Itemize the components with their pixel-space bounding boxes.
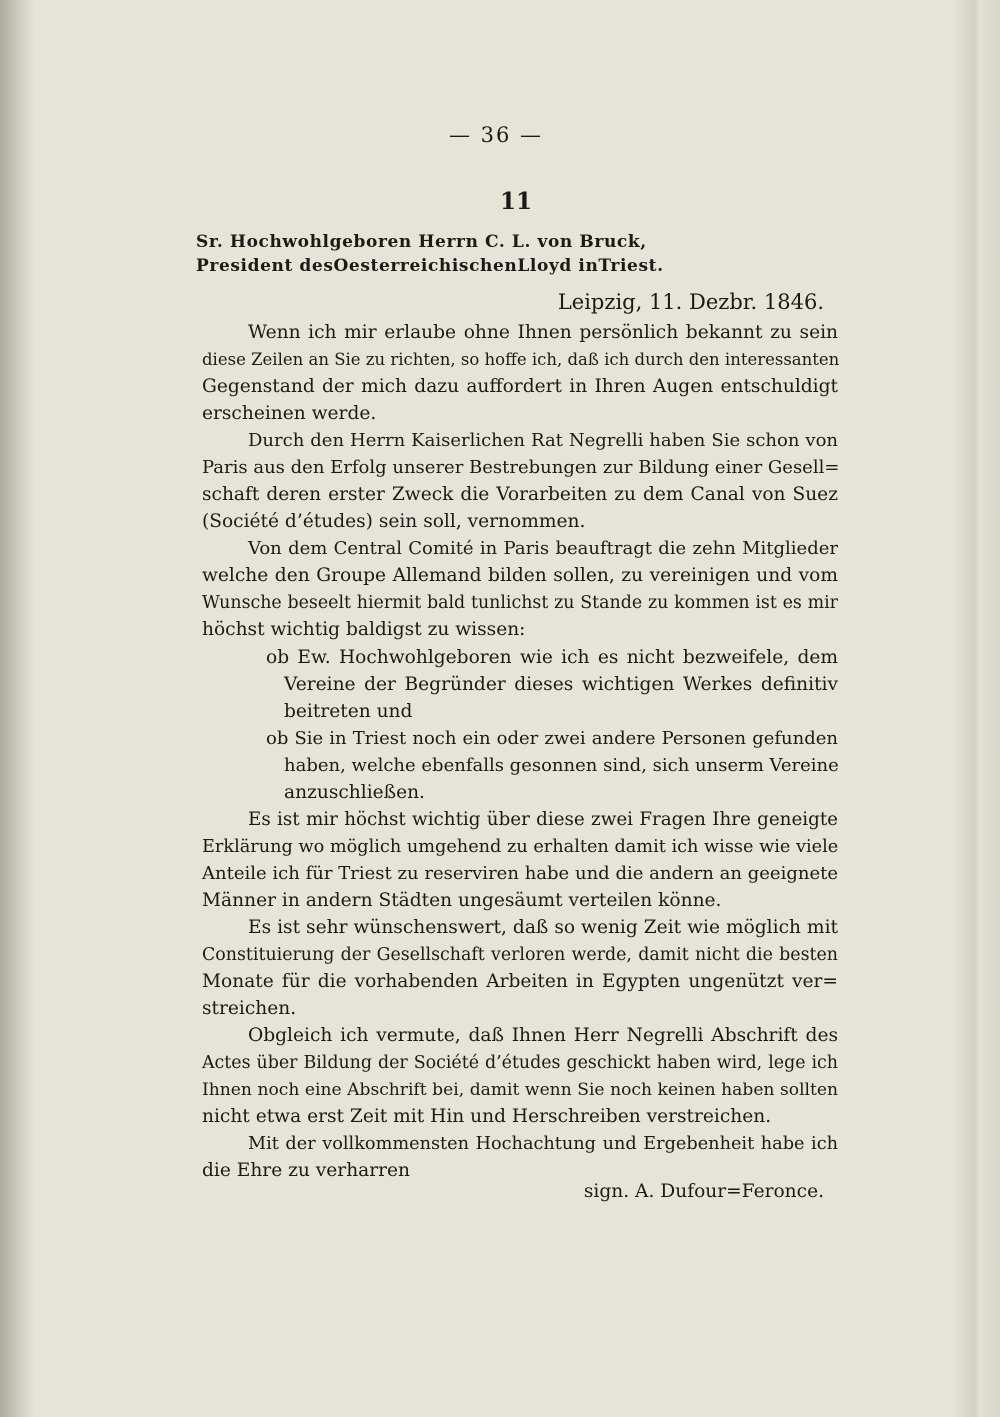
signature: sign. A. Dufour=Feronce. [583, 1181, 824, 1202]
body-line: Constituierung der Gesellschaft verloren werde, damit nicht die besten [202, 945, 838, 965]
dateline: Leipzig, 11. Dezbr. 1846. [557, 290, 824, 314]
body-line: erscheinen werde. [202, 403, 377, 424]
body-line: welche den Groupe Allemand bilden sollen, zu vereinigen und vom [202, 565, 838, 586]
body-line: (Société d’études) sein soll, vernommen. [202, 511, 586, 532]
body-line: beitreten und [284, 701, 413, 722]
body-line: Es ist sehr wünschenswert, daß so wenig Zeit wie möglich mit [248, 917, 838, 938]
document-page [196, 0, 846, 1417]
body-line: Monate für die vorhabenden Arbeiten in Egypten ungenützt ver= [202, 971, 838, 992]
body-line: streichen. [202, 998, 297, 1019]
body-line: Gegenstand der mich dazu auffordert in Ihren Augen entschuldigt [202, 376, 838, 397]
body-line: Durch den Herrn Kaiserlichen Rat Negrelli haben Sie schon von [248, 430, 838, 451]
body-line: Es ist mir höchst wichtig über diese zwei Fragen Ihre geneigte [248, 809, 838, 830]
address-line-1: Sr. Hochwohlgeboren Herrn C. L. von Bruck, [196, 232, 647, 252]
body-line: höchst wichtig baldigst zu wissen: [202, 619, 526, 640]
address-line-2: President desOesterreichischenLloyd inTriest. [196, 256, 664, 276]
letter-number: 11 [499, 188, 532, 215]
body-line: diese Zeilen an Sie zu richten, so hoffe ich, daß ich durch den interessanten [202, 350, 840, 369]
body-line: haben, welche ebenfalls gesonnen sind, sich unserm Vereine [284, 755, 839, 776]
body-line: Paris aus den Erfolg unserer Bestrebungen zur Bildung einer Gesell= [202, 457, 840, 478]
body-line: die Ehre zu verharren [202, 1160, 411, 1181]
body-line: Anteile ich für Triest zu reserviren habe und die andern an geeignete [202, 863, 838, 884]
body-line: Erklärung wo möglich umgehend zu erhalten damit ich wisse wie viele [202, 837, 839, 857]
body-line: Wunsche beseelt hiermit bald tunlichst zu Stande zu kommen ist es mir [202, 593, 838, 613]
body-line: ob Sie in Triest noch ein oder zwei andere Personen gefunden [266, 728, 838, 749]
page-edge [956, 0, 1000, 1417]
binding-shadow [0, 0, 34, 1417]
body-line: nicht etwa erst Zeit mit Hin und Herschreiben verstreichen. [202, 1106, 772, 1127]
body-line: Männer in andern Städten ungesäumt verteilen könne. [202, 890, 722, 911]
body-line: anzuschließen. [284, 782, 425, 803]
body-line: Obgleich ich vermute, daß Ihnen Herr Negrelli Abschrift des [248, 1025, 838, 1046]
body-line: ob Ew. Hochwohlgeboren wie ich es nicht bezweifele, dem [266, 647, 838, 668]
body-line: Ihnen noch eine Abschrift bei, damit wenn Sie noch keinen haben sollten [202, 1080, 838, 1100]
body-line: Mit der vollkommensten Hochachtung und Ergebenheit habe ich [248, 1134, 838, 1154]
body-line: Actes über Bildung der Société d’études geschickt haben wird, lege ich [202, 1053, 838, 1073]
body-line: Wenn ich mir erlaube ohne Ihnen persönlich bekannt zu sein [248, 322, 838, 343]
body-line: schaft deren erster Zweck die Vorarbeiten zu dem Canal von Suez [202, 484, 838, 505]
body-line: Vereine der Begründer dieses wichtigen Werkes definitiv [284, 674, 838, 695]
body-line: Von dem Central Comité in Paris beauftragt die zehn Mitglieder [248, 538, 838, 559]
page-number: — 36 — [448, 123, 544, 147]
